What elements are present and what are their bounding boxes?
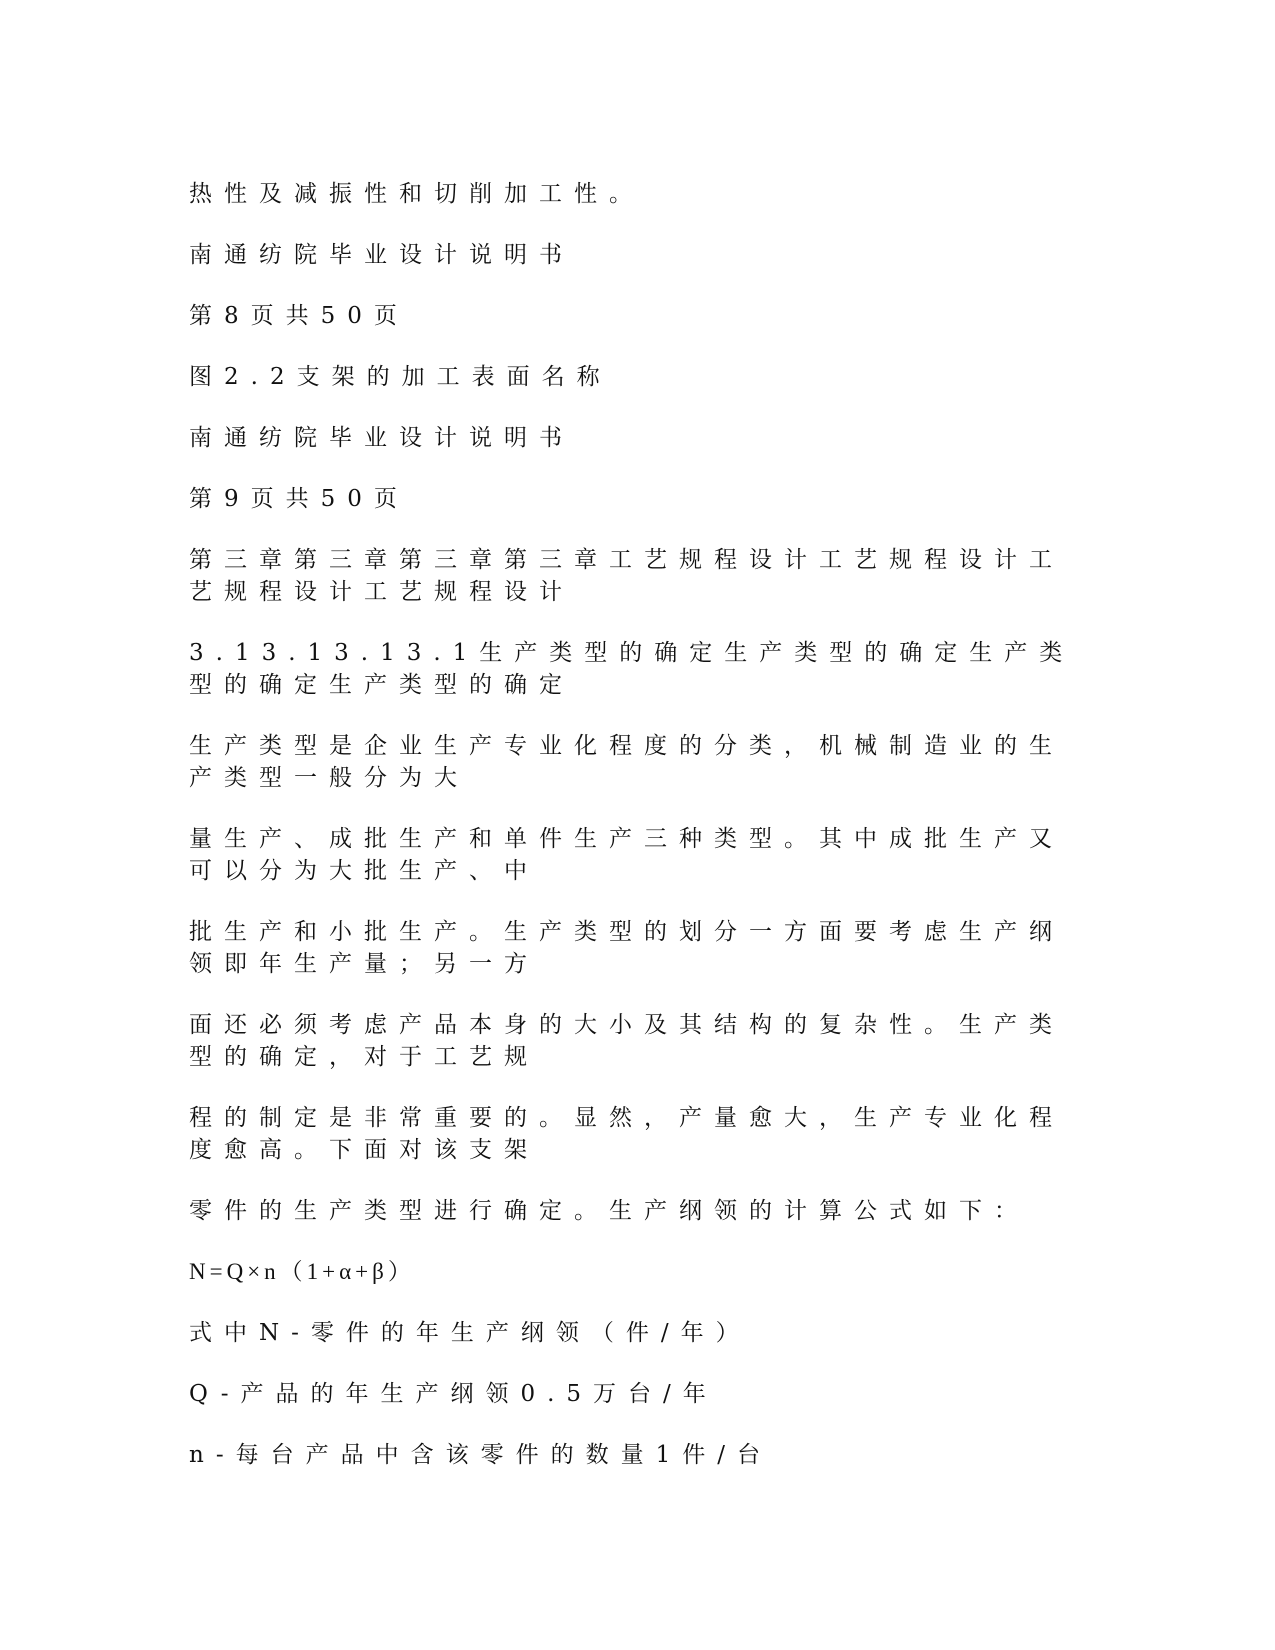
section-heading: 3.13.13.13.1生产类型的确定生产类型的确定生产类型的确定生产类型的确定 — [189, 640, 1075, 698]
body-paragraph: 零件的生产类型进行确定。生产纲领的计算公式如下： — [189, 1198, 1029, 1224]
page-number: 第9页共50页 — [189, 486, 409, 512]
chapter-heading: 第三章第三章第三章第三章工艺规程设计工艺规程设计工艺规程设计工艺规程设计 — [189, 547, 1064, 605]
body-paragraph: 量生产、成批生产和单件生产三种类型。其中成批生产又可以分为大批生产、中 — [189, 826, 1064, 884]
body-paragraph: 批生产和小批生产。生产类型的划分一方面要考虑生产纲领即年生产量；另一方 — [189, 919, 1064, 977]
formula-definition: Q-产品的年生产纲领0.5万台/年 — [189, 1381, 718, 1407]
formula-definition: 式中N-零件的年生产纲领（件/年） — [189, 1320, 751, 1346]
running-header: 南通纺院毕业设计说明书 — [189, 242, 574, 268]
page-number: 第8页共50页 — [189, 303, 409, 329]
figure-caption: 图2.2支架的加工表面名称 — [189, 364, 612, 390]
body-paragraph: 程的制定是非常重要的。显然，产量愈大，生产专业化程度愈高。下面对该支架 — [189, 1105, 1064, 1163]
body-paragraph: 生产类型是企业生产专业化程度的分类，机械制造业的生产类型一般分为大 — [189, 733, 1064, 791]
formula-definition: n-每台产品中含该零件的数量1件/台 — [189, 1442, 772, 1468]
running-header: 南通纺院毕业设计说明书 — [189, 425, 574, 451]
body-paragraph: 面还必须考虑产品本身的大小及其结构的复杂性。生产类型的确定，对于工艺规 — [189, 1012, 1064, 1070]
paragraph-material-properties: 热性及减振性和切削加工性。 — [189, 181, 644, 207]
document-body — [189, 178, 1089, 1500]
formula: N=Q×n（1+α+β） — [189, 1259, 415, 1284]
